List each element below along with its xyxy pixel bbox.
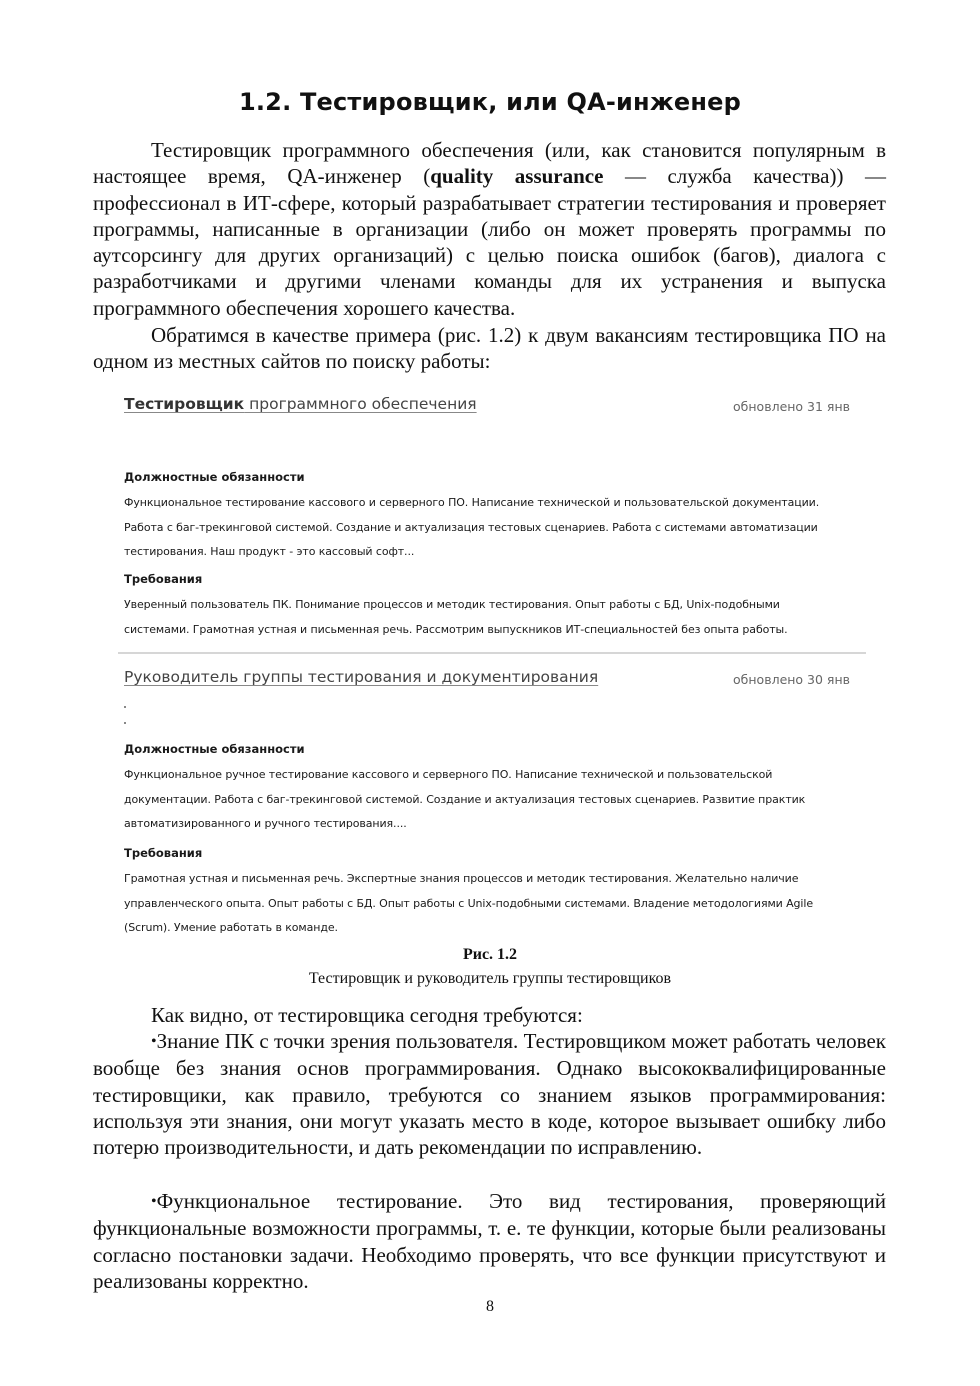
vacancy-1-updated: обновлено 31 янв <box>733 399 850 414</box>
figure-caption-text: Тестировщик и руководитель группы тестировщиков <box>308 970 672 987</box>
example-paragraph: Обратимся в качестве примера (рис. 1.2) к двум вакансиям тестировщика ПО на одном из местных сайтов по поиску работы: <box>93 323 886 374</box>
vacancy-1-duties-heading: Должностные обязанности <box>124 470 305 484</box>
vacancy-1-title-rest: программного обеспечения <box>244 395 477 413</box>
vacancy-2-duties <box>124 738 844 837</box>
section-title: 1.2. Тестировщик, или QA-инженер <box>238 88 742 116</box>
intro-text-start: Тестировщик программного обеспечения (или, как становится популярным в настоящее время, QA-инженер ( <box>93 138 886 189</box>
vacancy-divider <box>118 652 866 654</box>
artifact-dot <box>124 706 126 708</box>
bullet-text: Функциональное тестирование. Это вид тестирования, проверяющий функциональные возможности программы, т. е. те функции, которые были реализованы согласно постановки задачи. Необходимо проверять, что все функции присутствуют и реализованы корректно. <box>93 1189 886 1293</box>
vacancy-2-requirements-text: Грамотная устная и письменная речь. Экспертные знания процессов и методик тестирования. Желательно наличие управленческого опыта. Опыт работы с БД. Опыт работы с Unix-подобными системами. Владение методологиями Agile (Scrum). Умение работать в команде. <box>124 872 813 934</box>
vacancy-2-duties-heading: Должностные обязанности <box>124 742 305 756</box>
vacancy-1-requirements <box>124 568 844 642</box>
vacancy-2-updated: обновлено 30 янв <box>733 672 850 687</box>
vacancy-2-requirements <box>124 842 844 941</box>
artifact-dot <box>124 722 126 724</box>
vacancy-1-duties-text: Функциональное тестирование кассового и серверного ПО. Написание технической и пользовательской документации. Работа с баг-трекинговой системой. Создание и актуализация тестовых сценариев. Работа с системами автоматизации тестирования. Наш продукт - это кассовый софт... <box>124 496 820 558</box>
intro-text-end: — служба качества)) — профессионал в ИТ-сфере, который разрабатывает стратегии тестирования и проверяет программы, написанные в организации (либо он может проверять программы по аутсорсингу для других организаций) с целью поиска ошибок (багов), диалога с разработчиками и другими членами команды для их устранения и выпуска программного обеспечения хорошего качества. <box>93 164 886 320</box>
vacancy-1-duties <box>124 466 844 565</box>
requirements-intro-paragraph: Как видно, от тестировщика сегодня требуются: <box>151 1003 583 1027</box>
intro-paragraph <box>93 137 886 321</box>
vacancy-2-requirements-heading: Требования <box>124 846 203 860</box>
intro-bold-term: quality assurance <box>430 164 604 189</box>
vacancy-1-requirements-heading: Требования <box>124 572 203 586</box>
vacancy-2-duties-text: Функциональное ручное тестирование кассового и серверного ПО. Написание технической и пользовательской документации. Работа с баг-трекинговой системой. Создание и актуализация тестовых сценариев. Развитие практик автоматизированного и ручного тестирования.... <box>124 768 806 830</box>
bullet-icon: • <box>151 1193 157 1210</box>
vacancy-1-requirements-text: Уверенный пользователь ПК. Понимание процессов и методик тестирования. Опыт работы с БД, Unix-подобными системами. Грамотная устная и письменная речь. Рассмотрим выпускников ИТ-специальностей без опыта работы. <box>124 598 788 636</box>
vacancy-1-title-bold: Тестировщик <box>124 395 245 413</box>
bullet-text: Знание ПК с точки зрения пользователя. Тестировщиком может работать человек вообще без знания основ программирования. Однако высококвалифицированные тестировщики, как правило, требуются со знанием языков программирования: используя эти знания, они могут указать место в коде, которое вызывает ошибку либо потерю производительности, и дать рекомендации по исправлению. <box>93 1029 886 1160</box>
bullet-item <box>93 1188 886 1294</box>
vacancy-2-title[interactable]: Руководитель группы тестирования и документирования <box>124 668 599 686</box>
vacancy-1-title[interactable] <box>124 395 477 413</box>
page-number: 8 <box>486 1298 494 1315</box>
figure-caption-label: Рис. 1.2 <box>462 946 518 963</box>
bullet-item <box>93 1028 886 1160</box>
bullet-icon: • <box>151 1033 157 1050</box>
